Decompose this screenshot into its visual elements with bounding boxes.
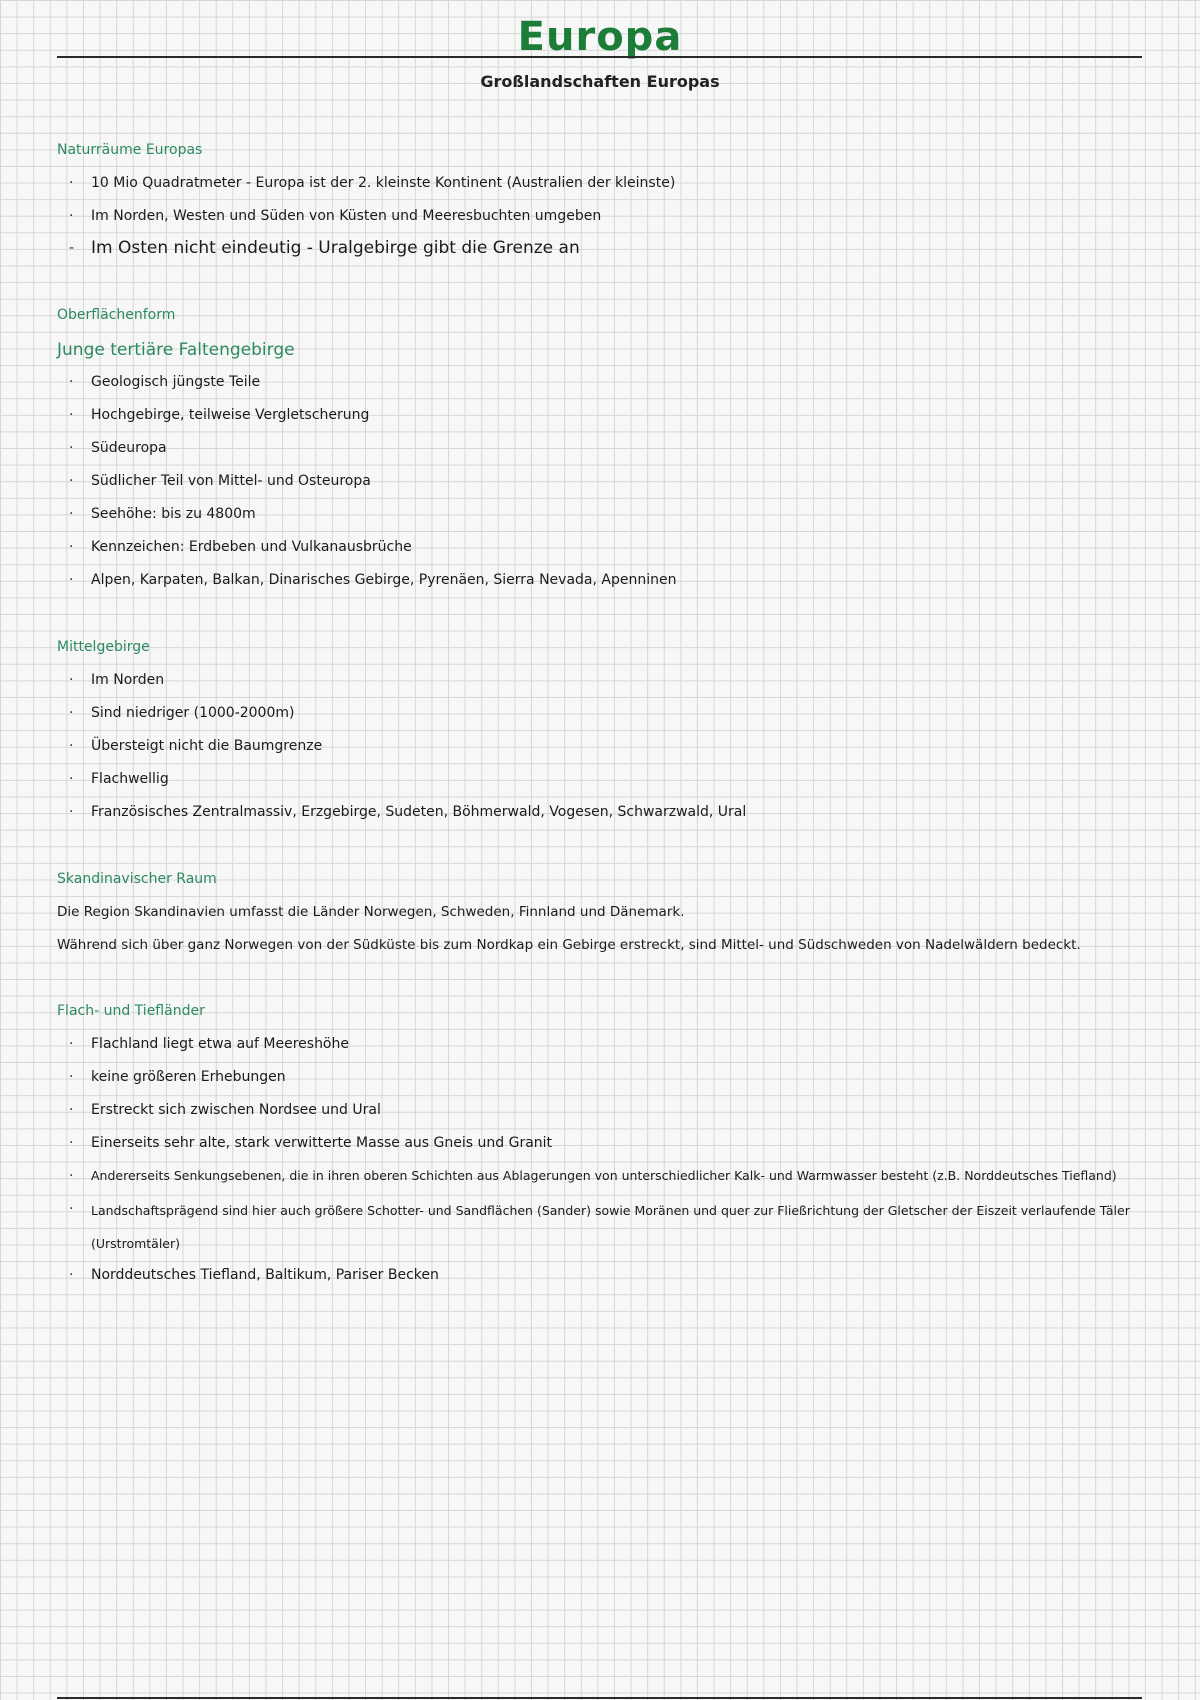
- list-item: Einerseits sehr alte, stark verwitterte Masse aus Gneis und Granit: [91, 1135, 553, 1151]
- list-item: Norddeutsches Tiefland, Baltikum, Pariser Becken: [91, 1267, 439, 1283]
- list-item: Geologisch jüngste Teile: [91, 374, 261, 390]
- bullet-dot: ·: [69, 672, 74, 688]
- bullet-dot: ·: [69, 1168, 74, 1184]
- list-item: keine größeren Erhebungen: [91, 1069, 286, 1085]
- list-item: Flachland liegt etwa auf Meereshöhe: [91, 1036, 349, 1052]
- bullet-dot: ·: [69, 407, 74, 423]
- list-item: Landschaftsprägend sind hier auch größere Schotter- und Sandflächen (Sander) sowie Moränen und quer zur Fließrichtung der Gletscher der Eiszeit verlaufende Täler (Urstromtäler): [91, 1203, 1130, 1251]
- list-item: Alpen, Karpaten, Balkan, Dinarisches Gebirge, Pyrenäen, Sierra Nevada, Apenninen: [91, 572, 677, 588]
- list-item: Andererseits Senkungsebenen, die in ihren oberen Schichten aus Ablagerungen von unterschiedlicher Kalk- und Warmwasser besteht (z.B. Norddeutsches Tiefland): [91, 1168, 1117, 1183]
- bullet-dot: ·: [69, 738, 74, 754]
- bullet-dot: ·: [69, 539, 74, 555]
- list-item: Sind niedriger (1000-2000m): [91, 705, 295, 721]
- list-item: Südeuropa: [91, 440, 167, 456]
- list-item: Französisches Zentralmassiv, Erzgebirge, Sudeten, Böhmerwald, Vogesen, Schwarzwald, Ural: [91, 804, 747, 820]
- subsection-heading-faltengebirge: Junge tertiäre Faltengebirge: [57, 340, 295, 360]
- section-heading-oberflaechenform: Oberflächenform: [57, 307, 176, 323]
- list-item: Seehöhe: bis zu 4800m: [91, 506, 256, 522]
- list-item: Im Osten nicht eindeutig - Uralgebirge gibt die Grenze an: [91, 238, 580, 258]
- bullet-dot: ·: [69, 1267, 74, 1283]
- bullet-dot: ·: [69, 1201, 74, 1217]
- list-item: Flachwellig: [91, 771, 169, 787]
- section-heading-flachlaender: Flach- und Tiefländer: [57, 1003, 205, 1019]
- footer-rule: [57, 1697, 1142, 1699]
- bullet-dot: ·: [69, 771, 74, 787]
- section-heading-skandinavien: Skandinavischer Raum: [57, 871, 217, 887]
- paragraph: Während sich über ganz Norwegen von der Südküste bis zum Nordkap ein Gebirge erstreckt, sind Mittel- und Südschweden von Nadelwäldern bedeckt.: [57, 937, 1081, 953]
- list-item: Südlicher Teil von Mittel- und Osteuropa: [91, 473, 371, 489]
- bullet-dot: ·: [69, 1135, 74, 1151]
- bullet-dot: ·: [69, 572, 74, 588]
- bullet-dot: ·: [69, 175, 74, 191]
- section-heading-mittelgebirge: Mittelgebirge: [57, 639, 150, 655]
- paragraph: Die Region Skandinavien umfasst die Länder Norwegen, Schweden, Finnland und Dänemark.: [57, 904, 685, 920]
- bullet-dot: ·: [69, 506, 74, 522]
- bullet-dot: ·: [69, 208, 74, 224]
- section-heading-naturraeume: Naturräume Europas: [57, 142, 203, 158]
- bullet-dot: ·: [69, 804, 74, 820]
- list-item: Erstreckt sich zwischen Nordsee und Ural: [91, 1102, 381, 1118]
- list-item: 10 Mio Quadratmeter - Europa ist der 2. kleinste Kontinent (Australien der kleinste): [91, 175, 676, 191]
- page-subtitle: Großlandschaften Europas: [480, 72, 720, 91]
- list-item: Übersteigt nicht die Baumgrenze: [91, 738, 323, 754]
- list-item: Kennzeichen: Erdbeben und Vulkanausbrüche: [91, 539, 412, 555]
- list-item: Im Norden, Westen und Süden von Küsten und Meeresbuchten umgeben: [91, 208, 602, 224]
- page-title: Europa: [517, 14, 683, 60]
- bullet-dot: ·: [69, 705, 74, 721]
- bullet-dot: -: [69, 240, 75, 256]
- list-item: Hochgebirge, teilweise Vergletscherung: [91, 407, 370, 423]
- list-item: Im Norden: [91, 672, 165, 688]
- bullet-dot: ·: [69, 374, 74, 390]
- bullet-dot: ·: [69, 440, 74, 456]
- bullet-dot: ·: [69, 473, 74, 489]
- bullet-dot: ·: [69, 1069, 74, 1085]
- bullet-dot: ·: [69, 1036, 74, 1052]
- header-rule: [57, 56, 1142, 58]
- bullet-dot: ·: [69, 1102, 74, 1118]
